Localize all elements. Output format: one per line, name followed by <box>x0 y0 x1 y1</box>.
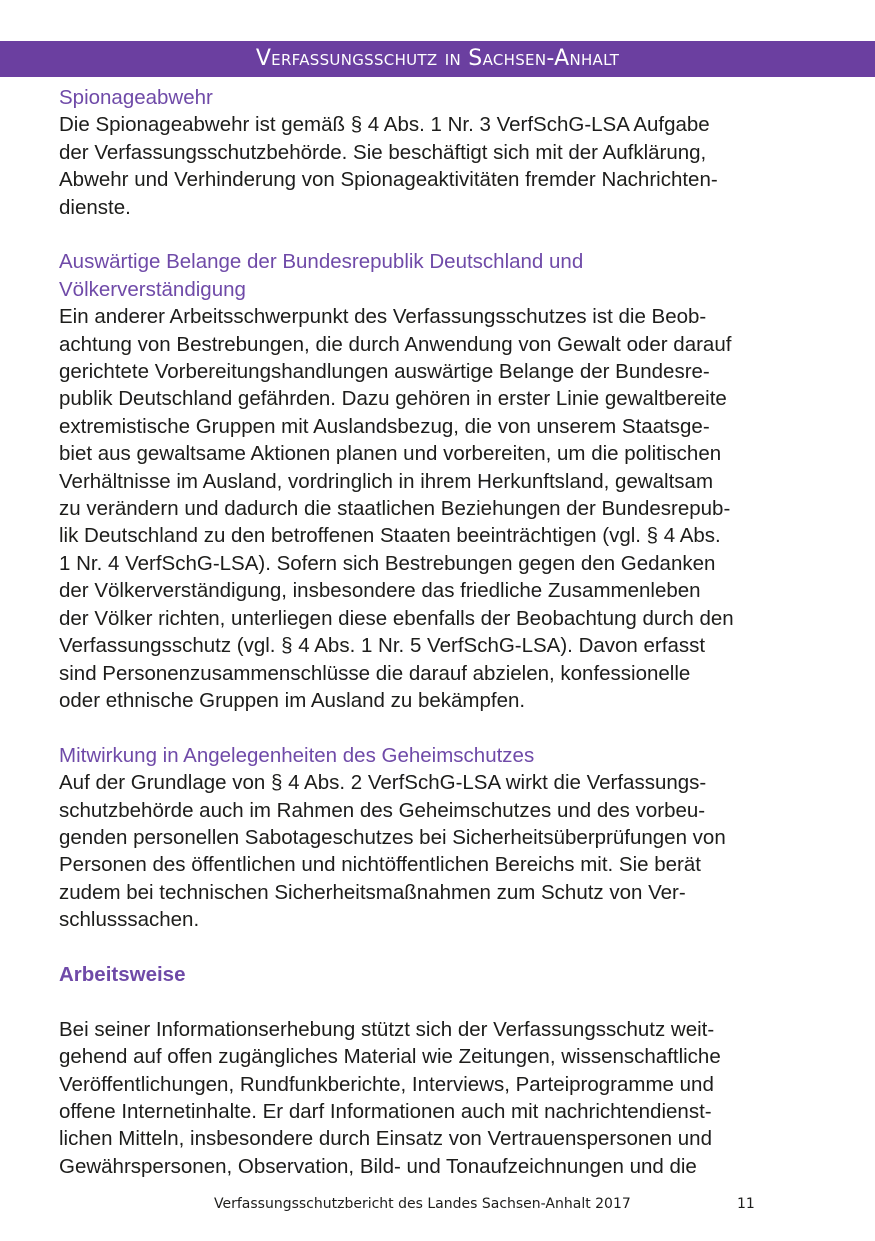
running-header-title: Verfassungsschutz in Sachsen-Anhalt <box>255 46 620 71</box>
text-line: lichen Mitteln, insbesondere durch Einsatz von Vertrauenspersonen und <box>59 1127 712 1151</box>
text-line: Abwehr und Verhinderung von Spionageaktivitäten fremder Nachrichten- <box>59 168 718 192</box>
text-line: der Völker richten, unterliegen diese ebenfalls der Beobachtung durch den <box>59 606 734 630</box>
text-line: publik Deutschland gefährden. Dazu gehören in erster Linie gewaltbereite <box>59 387 727 411</box>
paragraph-auswaertige-belange <box>59 303 819 714</box>
text-line: genden personellen Sabotageschutzes bei Sicherheitsüberprüfungen von <box>59 825 726 849</box>
text-line: oder ethnische Gruppen im Ausland zu bekämpfen. <box>59 688 526 712</box>
text-line: gerichtete Vorbereitungshandlungen auswärtige Belange der Bundesre- <box>59 360 710 384</box>
text-line: offene Internetinhalte. Er darf Informationen auch mit nachrichtendienst- <box>59 1099 712 1123</box>
text-line: 1 Nr. 4 VerfSchG-LSA). Sofern sich Bestrebungen gegen den Gedanken <box>59 551 716 575</box>
text-line: biet aus gewaltsame Aktionen planen und vorbereiten, um die politischen <box>59 442 722 466</box>
text-line: Bei seiner Informationserhebung stützt sich der Verfassungsschutz weit- <box>59 1017 715 1041</box>
text-line: schutzbehörde auch im Rahmen des Geheimschutzes und des vorbeu- <box>59 798 706 822</box>
heading-line: Auswärtige Belange der Bundesrepublik Deutschland und <box>59 250 584 274</box>
text-line: Ein anderer Arbeitsschwerpunkt des Verfassungsschutzes ist die Beob- <box>59 305 707 329</box>
text-line: Verfassungsschutz (vgl. § 4 Abs. 1 Nr. 5 VerfSchG-LSA). Davon erfasst <box>59 634 706 658</box>
text-line: der Verfassungsschutzbehörde. Sie beschäftigt sich mit der Aufklärung, <box>59 140 707 164</box>
text-line: Auf der Grundlage von § 4 Abs. 2 VerfSchG-LSA wirkt die Verfassungs- <box>59 771 707 795</box>
footer-publication-title: Verfassungsschutzbericht des Landes Sachsen-Anhalt 2017 <box>214 1196 631 1212</box>
text-line: der Völkerverständigung, insbesondere das friedliche Zusammenleben <box>59 579 701 603</box>
heading-arbeitsweise: Arbeitsweise <box>59 962 186 986</box>
paragraph-arbeitsweise <box>59 1016 819 1180</box>
text-line: sind Personenzusammenschlüsse die darauf abzielen, konfessionelle <box>59 661 691 685</box>
heading-auswaertige-belange <box>59 248 819 303</box>
text-line: dienste. <box>59 195 131 219</box>
paragraph-spionageabwehr <box>59 111 819 221</box>
text-line: lik Deutschland zu den betroffenen Staaten beeinträchtigen (vgl. § 4 Abs. <box>59 524 721 548</box>
text-line: Personen des öffentlichen und nichtöffentlichen Bereichs mit. Sie berät <box>59 853 701 877</box>
page-number: 11 <box>737 1196 755 1212</box>
running-header <box>0 41 875 77</box>
heading-geheimschutz: Mitwirkung in Angelegenheiten des Geheimschutzes <box>59 743 535 767</box>
text-line: Verhältnisse im Ausland, vordringlich in ihrem Herkunftsland, gewaltsam <box>59 469 714 493</box>
text-line: zu verändern und dadurch die staatlichen Beziehungen der Bundesrepub- <box>59 497 731 521</box>
text-line: Gewährspersonen, Observation, Bild- und Tonaufzeichnungen und die <box>59 1154 697 1178</box>
text-line: extremistische Gruppen mit Auslandsbezug, die von unserem Staatsge- <box>59 414 710 438</box>
text-line: achtung von Bestrebungen, die durch Anwendung von Gewalt oder darauf <box>59 332 732 356</box>
paragraph-geheimschutz <box>59 769 819 933</box>
text-line: Veröffentlichungen, Rundfunkberichte, Interviews, Parteiprogramme und <box>59 1072 714 1096</box>
page-body <box>59 84 819 1180</box>
heading-line: Völkerverständigung <box>59 277 246 301</box>
text-line: gehend auf offen zugängliches Material wie Zeitungen, wissenschaftliche <box>59 1045 721 1069</box>
heading-spionageabwehr: Spionageabwehr <box>59 86 213 109</box>
text-line: zudem bei technischen Sicherheitsmaßnahmen zum Schutz von Ver- <box>59 880 686 904</box>
text-line: schlusssachen. <box>59 908 200 932</box>
text-line: Die Spionageabwehr ist gemäß § 4 Abs. 1 Nr. 3 VerfSchG-LSA Aufgabe <box>59 113 710 137</box>
